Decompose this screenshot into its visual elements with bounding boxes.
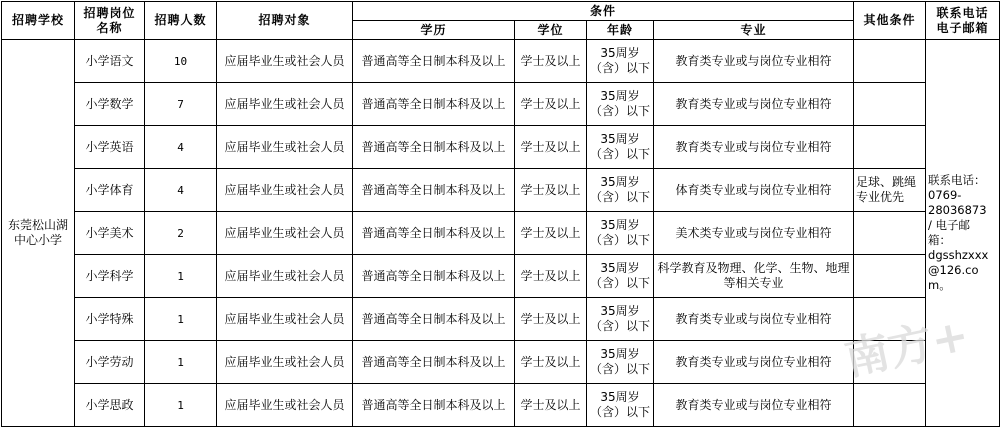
degree-cell: 学士及以上 [515, 384, 587, 427]
target-cell: 应届毕业生或社会人员 [217, 169, 353, 212]
contact-line4: / 电子邮 [928, 218, 971, 232]
education-cell: 普通高等全日制本科及以上 [353, 83, 515, 126]
age-line1: 35周岁 [600, 347, 640, 361]
position-cell: 小学美术 [75, 212, 145, 255]
position-cell: 小学数学 [75, 83, 145, 126]
education-cell: 普通高等全日制本科及以上 [353, 212, 515, 255]
target-cell: 应届毕业生或社会人员 [217, 83, 353, 126]
header-contact [926, 2, 1000, 40]
age-line2: （含）以下 [589, 61, 650, 75]
major-cell: 科学教育及物理、化学、生物、地理等相关专业 [654, 255, 854, 298]
other-cell [854, 255, 926, 298]
position-cell: 小学思政 [75, 384, 145, 427]
header-count: 招聘人数 [145, 2, 217, 40]
count-cell: 10 [145, 40, 217, 83]
degree-cell: 学士及以上 [515, 126, 587, 169]
table-row [2, 341, 1000, 384]
table-row [2, 212, 1000, 255]
age-line1: 35周岁 [600, 218, 640, 232]
header-school: 招聘学校 [2, 2, 75, 40]
major-cell: 教育类专业或与岗位专业相符 [654, 83, 854, 126]
count-cell: 4 [145, 126, 217, 169]
target-cell: 应届毕业生或社会人员 [217, 298, 353, 341]
degree-cell: 学士及以上 [515, 298, 587, 341]
degree-cell: 学士及以上 [515, 83, 587, 126]
target-cell: 应届毕业生或社会人员 [217, 341, 353, 384]
contact-line1: 联系电话： [928, 173, 986, 187]
degree-cell: 学士及以上 [515, 341, 587, 384]
other-cell: 足球、跳绳专业优先 [854, 169, 926, 212]
table-row [2, 255, 1000, 298]
other-cell [854, 40, 926, 83]
age-line1: 35周岁 [600, 132, 640, 146]
age-line1: 35周岁 [600, 390, 640, 404]
position-cell: 小学体育 [75, 169, 145, 212]
education-cell: 普通高等全日制本科及以上 [353, 169, 515, 212]
school-line1: 东莞松山湖 [7, 218, 68, 232]
age-line2: （含）以下 [589, 405, 650, 419]
other-cell [854, 298, 926, 341]
age-cell [587, 341, 654, 384]
other-cell [854, 126, 926, 169]
major-cell: 教育类专业或与岗位专业相符 [654, 384, 854, 427]
age-line2: （含）以下 [589, 190, 650, 204]
position-cell: 小学特殊 [75, 298, 145, 341]
age-cell [587, 298, 654, 341]
target-cell: 应届毕业生或社会人员 [217, 384, 353, 427]
count-cell: 2 [145, 212, 217, 255]
school-line2: 中心小学 [13, 233, 62, 247]
age-line2: （含）以下 [589, 104, 650, 118]
target-cell: 应届毕业生或社会人员 [217, 212, 353, 255]
education-cell: 普通高等全日制本科及以上 [353, 341, 515, 384]
other-cell [854, 83, 926, 126]
age-line1: 35周岁 [600, 261, 640, 275]
target-cell: 应届毕业生或社会人员 [217, 40, 353, 83]
position-cell: 小学科学 [75, 255, 145, 298]
target-cell: 应届毕业生或社会人员 [217, 255, 353, 298]
major-cell: 教育类专业或与岗位专业相符 [654, 40, 854, 83]
header-age: 年龄 [587, 21, 654, 40]
count-cell: 1 [145, 341, 217, 384]
table-row [2, 83, 1000, 126]
age-cell [587, 169, 654, 212]
age-cell [587, 126, 654, 169]
age-line2: （含）以下 [589, 276, 650, 290]
header-education: 学历 [353, 21, 515, 40]
major-cell: 教育类专业或与岗位专业相符 [654, 341, 854, 384]
header-position [75, 2, 145, 40]
count-cell: 1 [145, 255, 217, 298]
header-contact-line1: 联系电话 [936, 5, 989, 20]
recruitment-table [1, 1, 1000, 427]
age-cell [587, 40, 654, 83]
degree-cell: 学士及以上 [515, 255, 587, 298]
header-other: 其他条件 [854, 2, 926, 40]
position-cell: 小学英语 [75, 126, 145, 169]
school-cell [2, 40, 75, 427]
major-cell: 教育类专业或与岗位专业相符 [654, 126, 854, 169]
position-cell: 小学劳动 [75, 341, 145, 384]
table-row [2, 40, 1000, 83]
table-row [2, 126, 1000, 169]
header-contact-line2: 电子邮箱 [936, 20, 989, 35]
age-line2: （含）以下 [589, 362, 650, 376]
degree-cell: 学士及以上 [515, 169, 587, 212]
age-line1: 35周岁 [600, 175, 640, 189]
education-cell: 普通高等全日制本科及以上 [353, 384, 515, 427]
contact-line3: 28036873 [928, 203, 987, 217]
header-target: 招聘对象 [217, 2, 353, 40]
degree-cell: 学士及以上 [515, 40, 587, 83]
watermark-text: 南方+ [840, 309, 974, 386]
count-cell: 1 [145, 384, 217, 427]
contact-line5: 箱： [928, 233, 952, 247]
count-cell: 7 [145, 83, 217, 126]
position-cell: 小学语文 [75, 40, 145, 83]
age-cell [587, 384, 654, 427]
contact-line7: @126.com。 [928, 263, 979, 292]
header-position-line2: 名称 [96, 20, 123, 35]
table-row [2, 169, 1000, 212]
age-line2: （含）以下 [589, 233, 650, 247]
count-cell: 1 [145, 298, 217, 341]
age-line1: 35周岁 [600, 89, 640, 103]
education-cell: 普通高等全日制本科及以上 [353, 298, 515, 341]
degree-cell: 学士及以上 [515, 212, 587, 255]
header-conditions: 条件 [353, 2, 854, 21]
target-cell: 应届毕业生或社会人员 [217, 126, 353, 169]
age-cell [587, 83, 654, 126]
age-cell [587, 255, 654, 298]
major-cell: 教育类专业或与岗位专业相符 [654, 298, 854, 341]
header-position-line1: 招聘岗位 [83, 5, 136, 20]
age-line1: 35周岁 [600, 46, 640, 60]
table-row [2, 384, 1000, 427]
education-cell: 普通高等全日制本科及以上 [353, 40, 515, 83]
header-degree: 学位 [515, 21, 587, 40]
count-cell: 4 [145, 169, 217, 212]
contact-line6: dgsshzxxx [928, 248, 989, 262]
other-cell [854, 212, 926, 255]
other-cell [854, 384, 926, 427]
age-line2: （含）以下 [589, 319, 650, 333]
table-row [2, 298, 1000, 341]
major-cell: 美术类专业或与岗位专业相符 [654, 212, 854, 255]
education-cell: 普通高等全日制本科及以上 [353, 126, 515, 169]
age-line2: （含）以下 [589, 147, 650, 161]
age-line1: 35周岁 [600, 304, 640, 318]
major-cell: 体育类专业或与岗位专业相符 [654, 169, 854, 212]
contact-cell [926, 40, 1000, 427]
contact-line2: 0769- [928, 188, 962, 202]
other-cell [854, 341, 926, 384]
education-cell: 普通高等全日制本科及以上 [353, 255, 515, 298]
age-cell [587, 212, 654, 255]
header-major: 专业 [654, 21, 854, 40]
